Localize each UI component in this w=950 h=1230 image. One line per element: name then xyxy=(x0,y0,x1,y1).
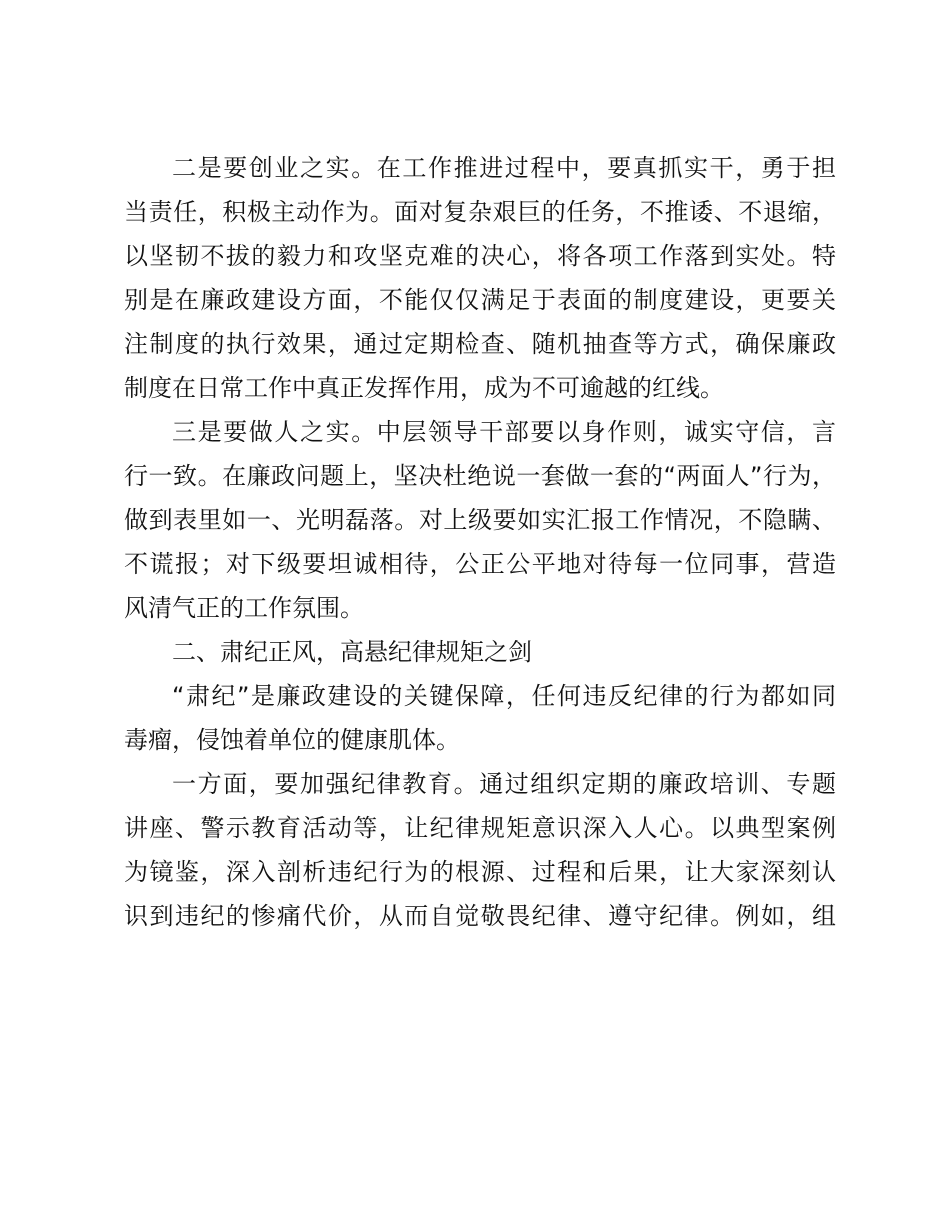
paragraph-line: 注制度的执行效果，通过定期检查、随机抽查等方式，确保廉政 xyxy=(124,330,836,358)
document-body xyxy=(124,146,836,938)
paragraph-first-line: 一方面，要加强纪律教育。通过组织定期的廉政培训、专题 xyxy=(172,770,836,798)
paragraph-line: 制度在日常工作中真正发挥作用，成为不可逾越的红线。 xyxy=(124,374,724,402)
paragraph-first-line: 三是要做人之实。中层领导干部要以身作则，诚实守信，言 xyxy=(172,418,836,446)
paragraph-line: 行一致。在廉政问题上，坚决杜绝说一套做一套的“两面人”行为， xyxy=(124,462,836,490)
paragraph-line: 别是在廉政建设方面，不能仅仅满足于表面的制度建设，更要关 xyxy=(124,286,836,314)
paragraph-line: 做到表里如一、光明磊落。对上级要如实汇报工作情况，不隐瞒、 xyxy=(124,506,836,534)
paragraph-first-line: 二、肃纪正风，高悬纪律规矩之剑 xyxy=(172,638,532,666)
paragraph-line: 以坚韧不拔的毅力和攻坚克难的决心，将各项工作落到实处。特 xyxy=(124,242,836,270)
paragraph-line: 为镜鉴，深入剖析违纪行为的根源、过程和后果，让大家深刻认 xyxy=(124,858,836,886)
paragraph-first-line: “肃纪”是廉政建设的关键保障，任何违反纪律的行为都如同 xyxy=(172,682,836,710)
paragraph-line: 当责任，积极主动作为。面对复杂艰巨的任务，不推诿、不退缩， xyxy=(124,198,836,226)
paragraph-line: 风清气正的工作氛围。 xyxy=(124,594,364,622)
paragraph-first-line: 二是要创业之实。在工作推进过程中，要真抓实干，勇于担 xyxy=(172,154,836,182)
paragraph-line: 毒瘤，侵蚀着单位的健康肌体。 xyxy=(124,726,460,754)
paragraph-line: 讲座、警示教育活动等，让纪律规矩意识深入人心。以典型案例 xyxy=(124,814,836,842)
paragraph-line: 识到违纪的惨痛代价，从而自觉敬畏纪律、遵守纪律。例如，组 xyxy=(124,902,836,930)
paragraph-line: 不谎报；对下级要坦诚相待，公正公平地对待每一位同事，营造 xyxy=(124,550,836,578)
